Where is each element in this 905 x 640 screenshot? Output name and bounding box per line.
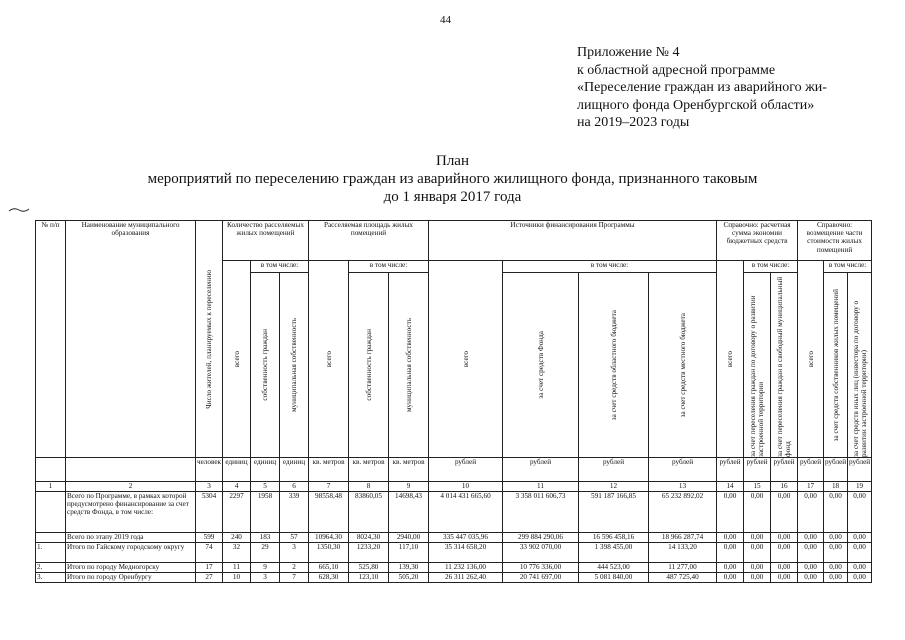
header-count-group: Количество расселяемых жилых помещений (223, 221, 309, 261)
column-number: 3 (196, 482, 223, 492)
header-savings-group: Справочно: расчетная сумма экономии бюджетных средств (717, 221, 798, 261)
plan-title (0, 152, 905, 206)
unit-cell (36, 458, 66, 482)
table-cell: 3 (280, 543, 309, 563)
unit-sqm: кв. метров (349, 458, 389, 482)
unit-rub: рублей (744, 458, 771, 482)
table-cell: 0,00 (824, 533, 848, 543)
column-number: 18 (824, 482, 848, 492)
header-count-citizens: собственность граждан (251, 273, 280, 458)
table-cell: 0,00 (771, 533, 798, 543)
table-cell: 11 277,00 (649, 563, 717, 573)
table-cell: 8024,30 (349, 533, 389, 543)
table-cell: 0,00 (717, 492, 744, 533)
appendix-line: к областной адресной программе (577, 62, 776, 78)
table-cell: 123,10 (349, 573, 389, 583)
appendix-line: лищного фонда Оренбургской области» (577, 97, 815, 113)
table-cell: 33 902 070,00 (503, 543, 579, 563)
table-cell: 139,30 (389, 563, 429, 573)
table-cell: 0,00 (848, 492, 872, 533)
header-num: № п/п (36, 221, 66, 458)
row-name: Итого по городу Медногорску (66, 563, 196, 573)
appendix-line: «Переселение граждан из аварийного жи- (577, 80, 827, 95)
header-finance-group: Источники финансирования Программы (429, 221, 717, 261)
header-area-total: всего (309, 261, 349, 458)
plan-table (35, 220, 872, 583)
table-cell: 0,00 (798, 563, 824, 573)
column-number: 6 (280, 482, 309, 492)
appendix-line: на 2019–2023 годы (577, 115, 690, 130)
table-cell: 0,00 (771, 543, 798, 563)
table-cell: 183 (251, 533, 280, 543)
appendix-line: Приложение № 4 (577, 45, 680, 60)
unit-rub: рублей (824, 458, 848, 482)
header-name: Наименование муниципального образования (66, 221, 196, 458)
table-cell: 0,00 (771, 573, 798, 583)
table-cell: 0,00 (771, 492, 798, 533)
column-number: 10 (429, 482, 503, 492)
header-including: в том числе: (744, 261, 798, 273)
table-cell: 27 (196, 573, 223, 583)
title-line: План (435, 153, 469, 169)
table-cell: 32 (223, 543, 251, 563)
unit-units: единиц (280, 458, 309, 482)
table-cell: 11 (223, 563, 251, 573)
table-cell: 0,00 (717, 543, 744, 563)
column-number: 5 (251, 482, 280, 492)
table-cell: 0,00 (717, 573, 744, 583)
header-area-municipal: муниципальная собственность (389, 273, 429, 458)
table-cell: 599 (196, 533, 223, 543)
table-cell: 0,00 (771, 563, 798, 573)
table-cell: 0,00 (798, 492, 824, 533)
table-cell: 29 (251, 543, 280, 563)
unit-sqm: кв. метров (389, 458, 429, 482)
table-cell: 3 (251, 573, 280, 583)
header-fund-means: за счет средств Фонда (503, 273, 579, 458)
table-cell: 0,00 (744, 573, 771, 583)
column-number: 14 (717, 482, 744, 492)
table-cell: 20 741 697,00 (503, 573, 579, 583)
table-cell: 0,00 (744, 543, 771, 563)
column-number: 19 (848, 482, 872, 492)
column-number: 2 (66, 482, 196, 492)
unit-rub: рублей (649, 458, 717, 482)
row-index (36, 492, 66, 533)
pen-mark (8, 205, 30, 215)
column-number: 15 (744, 482, 771, 492)
table-cell: 505,20 (389, 573, 429, 583)
header-including: в том числе: (824, 261, 872, 273)
table-cell: 4 014 431 665,60 (429, 492, 503, 533)
title-line: мероприятий по переселению граждан из аварийного жилищного фонда, признанного таковым (147, 171, 758, 187)
appendix-block (577, 44, 827, 132)
table-cell: 11 232 136,00 (429, 563, 503, 573)
unit-rub: рублей (848, 458, 872, 482)
row-index (36, 533, 66, 543)
table-cell: 0,00 (848, 543, 872, 563)
row-index: 2. (36, 563, 66, 573)
table-cell: 83860,05 (349, 492, 389, 533)
table-cell: 0,00 (717, 533, 744, 543)
table-cell: 117,10 (389, 543, 429, 563)
table-cell: 1 398 455,00 (579, 543, 649, 563)
table-cell: 2940,00 (389, 533, 429, 543)
table-cell: 0,00 (848, 563, 872, 573)
header-refund-total: всего (798, 261, 824, 458)
row-name: Итого по Гайскому городскому округу (66, 543, 196, 563)
table-cell: 57 (280, 533, 309, 543)
header-area-group: Расселяемая площадь жилых помещений (309, 221, 429, 261)
table-cell: 487 725,40 (649, 573, 717, 583)
header-area-citizens: собственность граждан (349, 273, 389, 458)
unit-rub: рублей (771, 458, 798, 482)
row-index: 3. (36, 573, 66, 583)
column-number: 12 (579, 482, 649, 492)
column-number: 7 (309, 482, 349, 492)
table-cell: 0,00 (824, 543, 848, 563)
table-cell: 65 232 892,02 (649, 492, 717, 533)
header-savings-contract: за счет переселения граждан по договору о развитии застроенной территории (744, 273, 771, 458)
unit-units: единиц (251, 458, 280, 482)
header-including: в том числе: (503, 261, 717, 273)
table-cell: 0,00 (824, 492, 848, 533)
table-cell: 10 (223, 573, 251, 583)
header-regional-means: за счет средств областного бюджета (579, 273, 649, 458)
unit-units: единиц (223, 458, 251, 482)
column-number: 13 (649, 482, 717, 492)
table-cell: 26 311 262,40 (429, 573, 503, 583)
table-cell: 665,10 (309, 563, 349, 573)
table-cell: 0,00 (824, 573, 848, 583)
table-cell: 18 966 287,74 (649, 533, 717, 543)
table-cell: 7 (280, 573, 309, 583)
table-cell: 10 776 336,00 (503, 563, 579, 573)
table-cell: 0,00 (744, 492, 771, 533)
table-cell: 0,00 (717, 563, 744, 573)
header-savings-free: за счет переселения граждан в свободный муниципальный фонд (771, 273, 798, 458)
table-cell: 299 884 290,06 (503, 533, 579, 543)
table-cell: 240 (223, 533, 251, 543)
table-cell: 628,30 (309, 573, 349, 583)
unit-rub: рублей (429, 458, 503, 482)
page-number: 44 (440, 14, 451, 26)
table-cell: 16 596 458,16 (579, 533, 649, 543)
unit-rub: рублей (503, 458, 579, 482)
header-residents: Число жителей, планируемых к переселению (196, 221, 223, 458)
header-local-means: за счет средств местного бюджета (649, 273, 717, 458)
column-number: 4 (223, 482, 251, 492)
unit-cell (66, 458, 196, 482)
table-cell: 1958 (251, 492, 280, 533)
table-cell: 0,00 (798, 533, 824, 543)
header-count-municipal: муниципальная собственность (280, 273, 309, 458)
table-cell: 35 314 658,20 (429, 543, 503, 563)
table-cell: 1350,30 (309, 543, 349, 563)
unit-rub: рублей (579, 458, 649, 482)
unit-sqm: кв. метров (309, 458, 349, 482)
table-cell: 98558,48 (309, 492, 349, 533)
title-line: до 1 января 2017 года (383, 189, 522, 205)
row-index: 1. (36, 543, 66, 563)
table-cell: 0,00 (848, 573, 872, 583)
table-cell: 2297 (223, 492, 251, 533)
header-refund-group: Справочно: возмещение части стоимости жилых помещений (798, 221, 872, 261)
column-number: 16 (771, 482, 798, 492)
table-cell: 0,00 (848, 533, 872, 543)
header-finance-total: всего (429, 261, 503, 458)
table-cell: 17 (196, 563, 223, 573)
table-cell: 10964,30 (309, 533, 349, 543)
header-refund-owners: за счет средств собственников жилых помещений (824, 273, 848, 458)
table-cell: 0,00 (744, 533, 771, 543)
table-cell: 0,00 (824, 563, 848, 573)
row-name: Всего по этапу 2019 года (66, 533, 196, 543)
table-cell: 3 358 011 606,73 (503, 492, 579, 533)
unit-rub: рублей (717, 458, 744, 482)
table-cell: 0,00 (798, 573, 824, 583)
unit-people: человек (196, 458, 223, 482)
column-number: 11 (503, 482, 579, 492)
table-cell: 335 447 035,96 (429, 533, 503, 543)
table-cell: 14 133,20 (649, 543, 717, 563)
table-cell: 74 (196, 543, 223, 563)
table-cell: 339 (280, 492, 309, 533)
table-cell: 5 081 840,00 (579, 573, 649, 583)
table-cell: 444 523,00 (579, 563, 649, 573)
unit-rub: рублей (798, 458, 824, 482)
header-including: в том числе: (349, 261, 429, 273)
table-cell: 525,80 (349, 563, 389, 573)
column-number: 17 (798, 482, 824, 492)
table-cell: 0,00 (744, 563, 771, 573)
header-including: в том числе: (251, 261, 309, 273)
table-cell: 591 187 166,85 (579, 492, 649, 533)
table-cell: 9 (251, 563, 280, 573)
table-cell: 0,00 (798, 543, 824, 563)
table-cell: 14698,43 (389, 492, 429, 533)
table-cell: 1233,20 (349, 543, 389, 563)
header-count-total: всего (223, 261, 251, 458)
column-number: 1 (36, 482, 66, 492)
column-number: 8 (349, 482, 389, 492)
row-name: Итого по городу Оренбургу (66, 573, 196, 583)
header-refund-other: за счет средств иных лиц (инвестора по договору о развитии застроенной территории) (848, 273, 872, 458)
table-cell: 2 (280, 563, 309, 573)
header-savings-total: всего (717, 261, 744, 458)
column-number: 9 (389, 482, 429, 492)
row-name: Всего по Программе, в рамках которой предусмотрено финансирование за счет средств Фонда, в том числе: (66, 492, 196, 533)
table-cell: 5304 (196, 492, 223, 533)
